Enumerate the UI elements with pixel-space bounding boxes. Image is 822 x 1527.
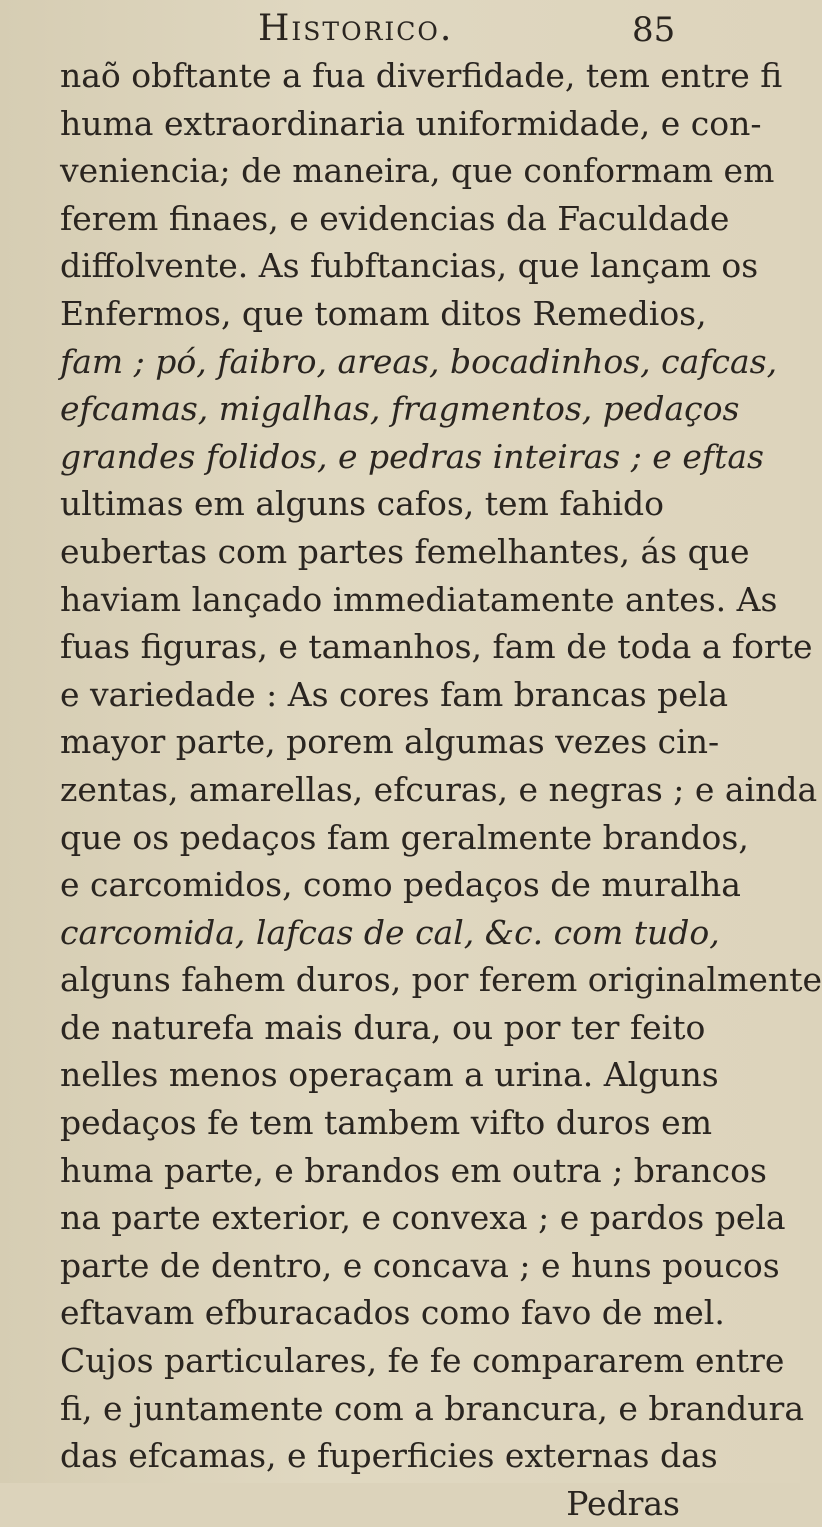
text-line: huma parte, e brandos em outra ; brancos <box>60 1150 767 1190</box>
text-line: fuas figuras, e tamanhos, fam de toda a forte <box>60 627 813 667</box>
running-title: Historico. <box>258 8 454 49</box>
text-line: zentas, amarellas, efcuras, e negras ; e ainda <box>60 769 818 809</box>
text-line: diffolvente. As fubftancias, que lançam os <box>60 246 759 286</box>
text-line: veniencia; de maneira, que conformam em <box>60 151 775 191</box>
body-text <box>60 52 822 1527</box>
catchword: Pedras <box>566 1483 680 1523</box>
text-line: grandes folidos, e pedras inteiras ; e eftas <box>60 436 764 476</box>
text-line: ferem finaes, e evidencias da Faculdade <box>60 198 730 238</box>
text-line: efcamas, migalhas, fragmentos, pedaços <box>60 389 740 429</box>
text-line: mayor parte, porem algumas vezes cin- <box>60 722 720 762</box>
text-line: haviam lançado immediatamente antes. As <box>60 579 778 619</box>
text-line: naõ obftante a fua diverfidade, tem entre fi <box>60 56 783 95</box>
text-line: de naturefa mais dura, ou por ter feito <box>60 1007 706 1047</box>
text-line: eftavam efburacados como favo de mel. <box>60 1293 725 1333</box>
text-line: nelles menos operaçam a urina. Alguns <box>60 1055 719 1095</box>
text-line: fam ; pó, faibro, areas, bocadinhos, cafcas, <box>60 341 778 381</box>
text-line: Cujos particulares, fe fe compararem entre <box>60 1341 785 1381</box>
text-line: Enfermos, que tomam ditos Remedios, <box>60 293 707 333</box>
text-line: parte de dentro, e concava ; e huns poucos <box>60 1245 780 1285</box>
text-line: das efcamas, e fuperficies externas das <box>60 1436 718 1476</box>
text-line: pedaços fe tem tambem vifto duros em <box>60 1103 712 1143</box>
text-line: e variedade : As cores fam brancas pela <box>60 674 729 714</box>
text-line: que os pedaços fam geralmente brandos, <box>60 817 749 857</box>
text-line: na parte exterior, e convexa ; e pardos pela <box>60 1198 786 1238</box>
text-line: alguns fahem duros, por ferem originalmente <box>60 960 822 1000</box>
text-line: huma extraordinaria uniformidade, e con- <box>60 103 762 143</box>
text-line: fi, e juntamente com a brancura, e brandura <box>60 1388 804 1428</box>
page-number: 85 <box>632 10 676 50</box>
text-line: eubertas com partes femelhantes, ás que <box>60 531 750 571</box>
page-header <box>0 8 800 52</box>
text-line: carcomida, lafcas de cal, &c. com tudo, <box>60 912 720 952</box>
text-line: ultimas em alguns cafos, tem fahido <box>60 484 665 524</box>
text-line: e carcomidos, como pedaços de muralha <box>60 865 741 905</box>
